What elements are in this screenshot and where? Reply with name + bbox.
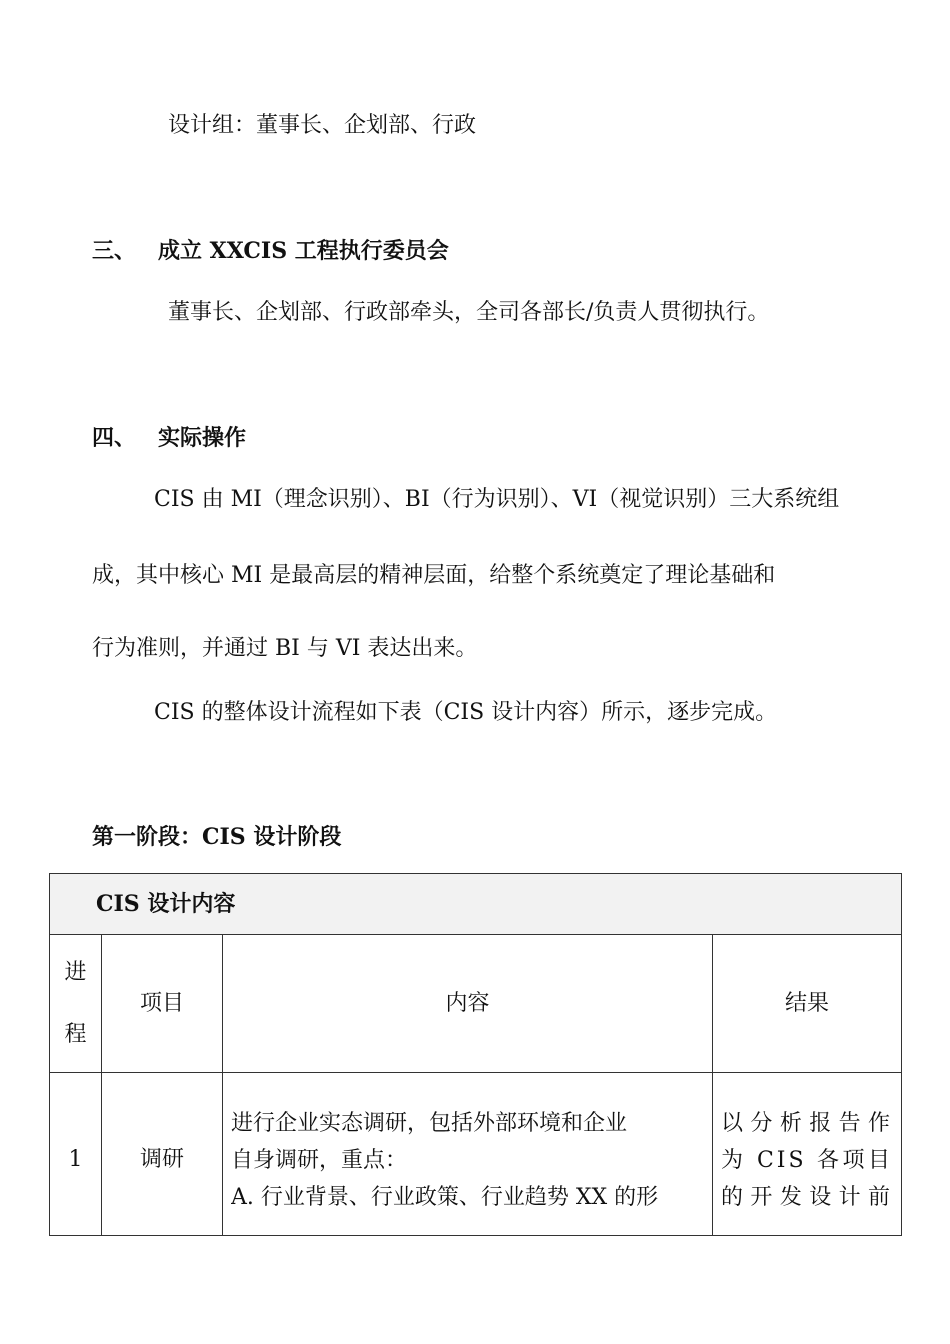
section-3-body: 董事长、企划部、行政部牵头，全司各部长/负责人贯彻执行。 bbox=[168, 300, 770, 325]
table-title-row bbox=[50, 874, 902, 935]
row-content-line-3: A. 行业背景、行业政策、行业趋势 XX 的形 bbox=[231, 1184, 659, 1210]
section-4-number: 四、 bbox=[92, 425, 137, 451]
header-process-line-2: 程 bbox=[64, 1021, 87, 1047]
section-4-heading bbox=[92, 423, 247, 453]
section-4-body-2: CIS 的整体设计流程如下表（CIS 设计内容）所示，逐步完成。 bbox=[154, 700, 778, 725]
cis-design-table bbox=[49, 873, 902, 1236]
row-content bbox=[223, 1073, 713, 1236]
row-result-line-2: 为 CIS 各项目 bbox=[721, 1147, 894, 1173]
section-4-body-line-2: 成，其中核心 MI 是最高层的精神层面，给整个系统奠定了理论基础和 bbox=[92, 563, 776, 588]
section-4-body-line-3: 行为准则，并通过 BI 与 VI 表达出来。 bbox=[92, 636, 478, 661]
row-index: 1 bbox=[50, 1073, 102, 1236]
section-3-heading bbox=[92, 236, 449, 266]
row-content-line-1: 进行企业实态调研，包括外部环境和企业 bbox=[231, 1110, 628, 1136]
row-item: 调研 bbox=[102, 1073, 223, 1236]
phase-1-title: 第一阶段：CIS 设计阶段 bbox=[92, 824, 342, 850]
row-result bbox=[713, 1073, 902, 1236]
header-content: 内容 bbox=[223, 935, 713, 1073]
table-row bbox=[50, 1073, 902, 1236]
header-process-line-1: 进 bbox=[64, 959, 87, 985]
header-result: 结果 bbox=[713, 935, 902, 1073]
section-4-title: 实际操作 bbox=[158, 425, 247, 451]
section-4-body-line-1: CIS 由 MI（理念识别）、BI（行为识别）、VI（视觉识别）三大系统组 bbox=[154, 487, 840, 512]
header-item: 项目 bbox=[102, 935, 223, 1073]
table-title: CIS 设计内容 bbox=[50, 874, 902, 935]
row-content-line-2: 自身调研，重点： bbox=[231, 1147, 408, 1173]
section-3-number: 三、 bbox=[92, 238, 137, 264]
row-result-line-3: 的开发设计前 bbox=[721, 1184, 894, 1210]
row-result-line-1: 以分析报告作 bbox=[721, 1110, 894, 1136]
design-group-text: 设计组：董事长、企划部、行政 bbox=[168, 113, 477, 138]
header-process bbox=[50, 935, 102, 1073]
section-3-title: 成立 XXCIS 工程执行委员会 bbox=[158, 238, 449, 264]
table-header-row bbox=[50, 935, 902, 1073]
